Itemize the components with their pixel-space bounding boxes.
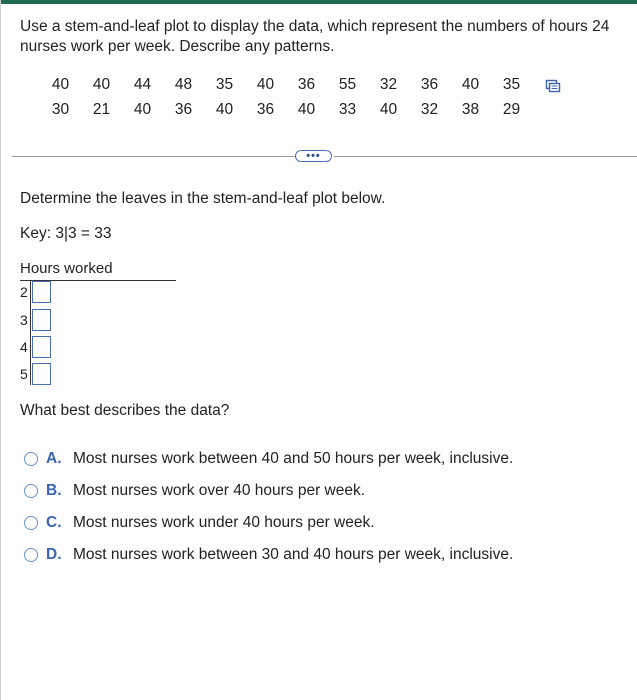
data-value: 40 <box>215 100 234 118</box>
option-letter: B. <box>46 482 62 499</box>
data-table <box>40 72 532 122</box>
stem-row <box>20 336 51 358</box>
data-value: 40 <box>461 75 480 93</box>
option-letter: A. <box>46 450 62 467</box>
plot-header: Hours worked <box>20 260 113 277</box>
leaf-input[interactable] <box>32 309 51 331</box>
leaf-input[interactable] <box>32 363 51 385</box>
data-value: 55 <box>338 75 357 93</box>
radio-button[interactable] <box>24 452 38 466</box>
data-value: 35 <box>215 75 234 93</box>
radio-button[interactable] <box>24 484 38 498</box>
data-value: 40 <box>297 100 316 118</box>
data-value: 48 <box>174 75 193 93</box>
data-value: 32 <box>420 100 439 118</box>
data-value: 32 <box>379 75 398 93</box>
plot-key: Key: 3|3 = 33 <box>20 225 112 242</box>
data-value: 44 <box>133 75 152 93</box>
option-c[interactable] <box>24 513 375 533</box>
stem-label: 3 <box>20 312 28 328</box>
section-divider <box>12 156 295 157</box>
data-value: 33 <box>338 100 357 118</box>
option-b[interactable] <box>24 481 365 501</box>
stem-label: 4 <box>20 339 28 355</box>
data-value: 40 <box>51 75 70 93</box>
prompt-text: What best describes the data? <box>20 402 230 419</box>
option-text: Most nurses work between 40 and 50 hours per week, inclusive. <box>73 450 514 467</box>
left-border <box>0 0 1 700</box>
data-value: 36 <box>256 100 275 118</box>
data-value: 40 <box>92 75 111 93</box>
data-value: 35 <box>502 75 521 93</box>
data-value: 40 <box>379 100 398 118</box>
data-value: 40 <box>133 100 152 118</box>
data-value: 36 <box>420 75 439 93</box>
data-value: 38 <box>461 100 480 118</box>
data-value: 21 <box>92 100 111 118</box>
data-value: 40 <box>256 75 275 93</box>
option-text: Most nurses work between 30 and 40 hours per week, inclusive. <box>73 546 514 563</box>
top-accent-bar <box>0 0 637 4</box>
stem-label: 5 <box>20 366 28 382</box>
instruction-text: Determine the leaves in the stem-and-leaf plot below. <box>20 190 386 207</box>
more-button[interactable]: ••• <box>295 150 332 162</box>
data-row <box>40 72 532 97</box>
stem-row <box>20 363 51 385</box>
stem-row <box>20 281 51 303</box>
option-letter: D. <box>46 546 62 563</box>
data-value: 36 <box>297 75 316 93</box>
radio-button[interactable] <box>24 548 38 562</box>
option-text: Most nurses work under 40 hours per week. <box>73 514 375 531</box>
copy-data-icon[interactable] <box>545 77 561 93</box>
question-text: Use a stem-and-leaf plot to display the data, which represent the numbers of hours 24 nurses work per week. Describe any patterns. <box>20 18 610 55</box>
data-value: 36 <box>174 100 193 118</box>
radio-button[interactable] <box>24 516 38 530</box>
option-text: Most nurses work over 40 hours per week. <box>73 482 366 499</box>
option-d[interactable] <box>24 545 513 565</box>
leaf-input[interactable] <box>32 336 51 358</box>
data-value: 30 <box>51 100 70 118</box>
stem-row <box>20 309 51 331</box>
option-a[interactable] <box>24 449 513 469</box>
data-value: 29 <box>502 100 521 118</box>
stem-label: 2 <box>20 284 28 300</box>
section-divider <box>334 156 637 157</box>
data-row <box>40 97 532 122</box>
leaf-input[interactable] <box>32 281 51 303</box>
option-letter: C. <box>46 514 62 531</box>
